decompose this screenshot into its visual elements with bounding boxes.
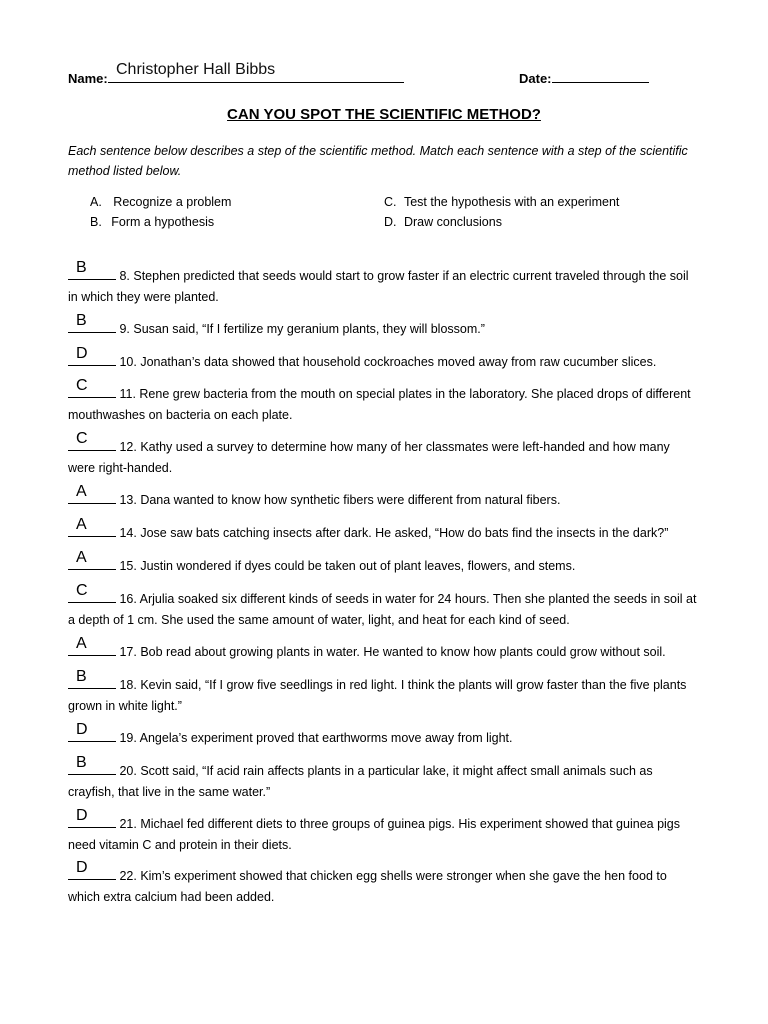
question-text: 13. Dana wanted to know how synthetic fibers were different from natural fibers. (116, 493, 561, 507)
question-text: 18. Kevin said, “If I grow five seedlings in red light. I think the plants will grow faster than the five plants grown in white light.” (68, 678, 687, 713)
worksheet-title: CAN YOU SPOT THE SCIENTIFIC METHOD? (227, 106, 541, 123)
answer-value: C (76, 377, 88, 394)
question-18 (68, 668, 698, 717)
question-13 (68, 483, 698, 511)
date-row (519, 70, 649, 88)
question-text: 17. Bob read about growing plants in water. He wanted to know how plants could grow without soil. (116, 645, 666, 659)
option-text: Test the hypothesis with an experiment (403, 195, 620, 209)
answer-blank[interactable] (68, 859, 116, 880)
question-10 (68, 345, 698, 373)
answer-value: D (76, 859, 88, 876)
date-field[interactable] (552, 70, 649, 83)
answer-blank[interactable] (68, 549, 116, 570)
answer-blank[interactable] (68, 721, 116, 742)
question-text: 15. Justin wondered if dyes could be taken out of plant leaves, flowers, and stems. (116, 559, 576, 573)
question-text: 22. Kim’s experiment showed that chicken egg shells were stronger when she gave the hen food to which extra calcium had been added. (68, 869, 667, 904)
answer-value: A (76, 549, 87, 566)
answer-value: A (76, 516, 87, 533)
option-letter: B. (90, 215, 102, 229)
answer-value: B (76, 259, 87, 276)
question-19 (68, 721, 698, 749)
option-d (384, 215, 502, 229)
option-a (90, 195, 231, 209)
question-15 (68, 549, 698, 577)
question-9 (68, 312, 698, 340)
answer-blank[interactable] (68, 377, 116, 398)
question-16 (68, 582, 698, 631)
question-20 (68, 754, 698, 803)
option-letter: D. (384, 215, 397, 229)
question-text: 8. Stephen predicted that seeds would start to grow faster if an electric current traveled through the soil in which they were planted. (68, 269, 689, 304)
answer-blank[interactable] (68, 754, 116, 775)
answer-value: A (76, 635, 87, 652)
question-8 (68, 259, 698, 308)
question-22 (68, 859, 698, 908)
name-value: Christopher Hall Bibbs (116, 61, 276, 78)
date-label: Date: (519, 71, 552, 86)
option-text: Form a hypothesis (111, 215, 215, 229)
answer-blank[interactable] (68, 483, 116, 504)
question-text: 19. Angela’s experiment proved that earthworms move away from light. (116, 731, 513, 745)
option-letter: C. (384, 195, 397, 209)
question-14 (68, 516, 698, 544)
question-21 (68, 807, 698, 856)
answer-blank[interactable] (68, 807, 116, 828)
option-letter: A. (90, 195, 102, 209)
answer-value: D (76, 721, 88, 738)
option-c (384, 195, 619, 209)
answer-value: B (76, 754, 87, 771)
answer-blank[interactable] (68, 430, 116, 451)
question-text: 20. Scott said, “If acid rain affects plants in a particular lake, it might affect small animals such as crayfish, that live in the same water.” (68, 764, 653, 799)
answer-value: D (76, 807, 88, 824)
question-text: 21. Michael fed different diets to three groups of guinea pigs. His experiment showed that guinea pigs need vitamin C and protein in their diets. (68, 817, 681, 852)
answer-blank[interactable] (68, 259, 116, 280)
answer-blank[interactable] (68, 516, 116, 537)
question-12 (68, 430, 698, 479)
answer-blank[interactable] (68, 668, 116, 689)
question-text: 16. Arjulia soaked six different kinds of seeds in water for 24 hours. Then she planted the seeds in soil at a depth of 1 cm. She used the same amount of water, light, and heat for each kind of seed. (68, 592, 697, 627)
answer-value: C (76, 430, 88, 447)
instructions: Each sentence below describes a step of the scientific method. Match each sentence with a step of the scientific method listed below. (68, 144, 688, 178)
answer-blank[interactable] (68, 635, 116, 656)
question-17 (68, 635, 698, 663)
question-11 (68, 377, 698, 426)
option-text: Draw conclusions (403, 215, 502, 229)
option-text: Recognize a problem (113, 195, 232, 209)
answer-blank[interactable] (68, 312, 116, 333)
answer-value: D (76, 345, 88, 362)
question-text: 10. Jonathan’s data showed that household cockroaches moved away from raw cucumber slices. (116, 355, 657, 369)
answer-value: B (76, 668, 87, 685)
answer-value: A (76, 483, 87, 500)
question-text: 14. Jose saw bats catching insects after dark. He asked, “How do bats find the insects in the dark?” (116, 526, 669, 540)
option-b (90, 215, 214, 229)
answer-blank[interactable] (68, 345, 116, 366)
question-text: 9. Susan said, “If I fertilize my geranium plants, they will blossom.” (116, 322, 485, 336)
answer-value: B (76, 312, 87, 329)
name-label: Name: (68, 71, 108, 86)
question-text: 12. Kathy used a survey to determine how many of her classmates were left-handed and how many were right-handed. (68, 440, 670, 475)
answer-blank[interactable] (68, 582, 116, 603)
question-text: 11. Rene grew bacteria from the mouth on special plates in the laboratory. She placed drops of different mouthwashes on bacteria on each plate. (68, 387, 691, 422)
answer-value: C (76, 582, 88, 599)
